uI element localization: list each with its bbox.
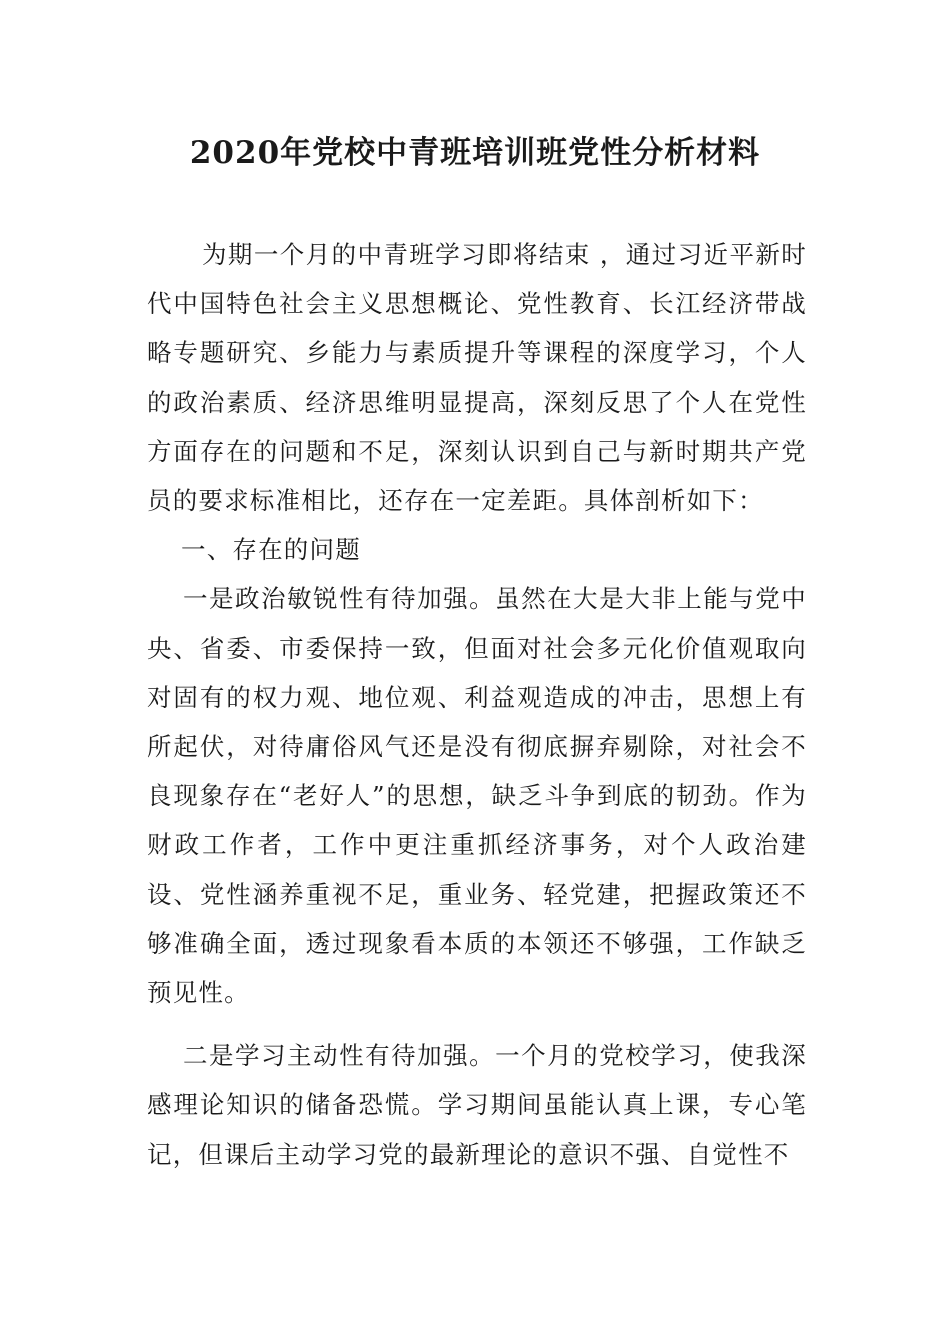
document-body [147,230,807,1179]
problem-paragraph-1: 一是政治敏锐性有待加强。虽然在大是大非上能与党中央、省委、市委保持一致，但面对社会多元化价值观取向对固有的权力观、地位观、利益观造成的冲击，思想上有所起伏，对待庸俗风气还是没有彻底摒弃剔除，对社会不良现象存在“老好人”的思想，缺乏斗争到底的韧劲。作为财政工作者，工作中更注重抓经济事务，对个人政治建设、党性涵养重视不足，重业务、轻党建，把握政策还不够准确全面，透过现象看本质的本领还不够强，工作缺乏预见性。 [147,584,807,1008]
problem-paragraph-2: 二是学习主动性有待加强。一个月的党校学习，使我深感理论知识的储备恐慌。学习期间虽能认真上课，专心笔记，但课后主动学习党的最新理论的意识不强、自觉性不 [147,1041,807,1169]
intro-paragraph: 为期一个月的中青班学习即将结束 ，通过习近平新时代中国特色社会主义思想概论、党性教育、长江经济带战略专题研究、乡能力与素质提升等课程的深度学习，个人的政治素质、经济思维明显提高，深刻反思了个人在党性方面存在的问题和不足，深刻认识到自己与新时期共产党员的要求标准相比，还存在一定差距。具体剖析如下： [147,240,807,516]
section-heading-problems: 一、存在的问题 [181,535,361,565]
document-title: 2020年党校中青班培训班党性分析材料 [189,135,761,171]
